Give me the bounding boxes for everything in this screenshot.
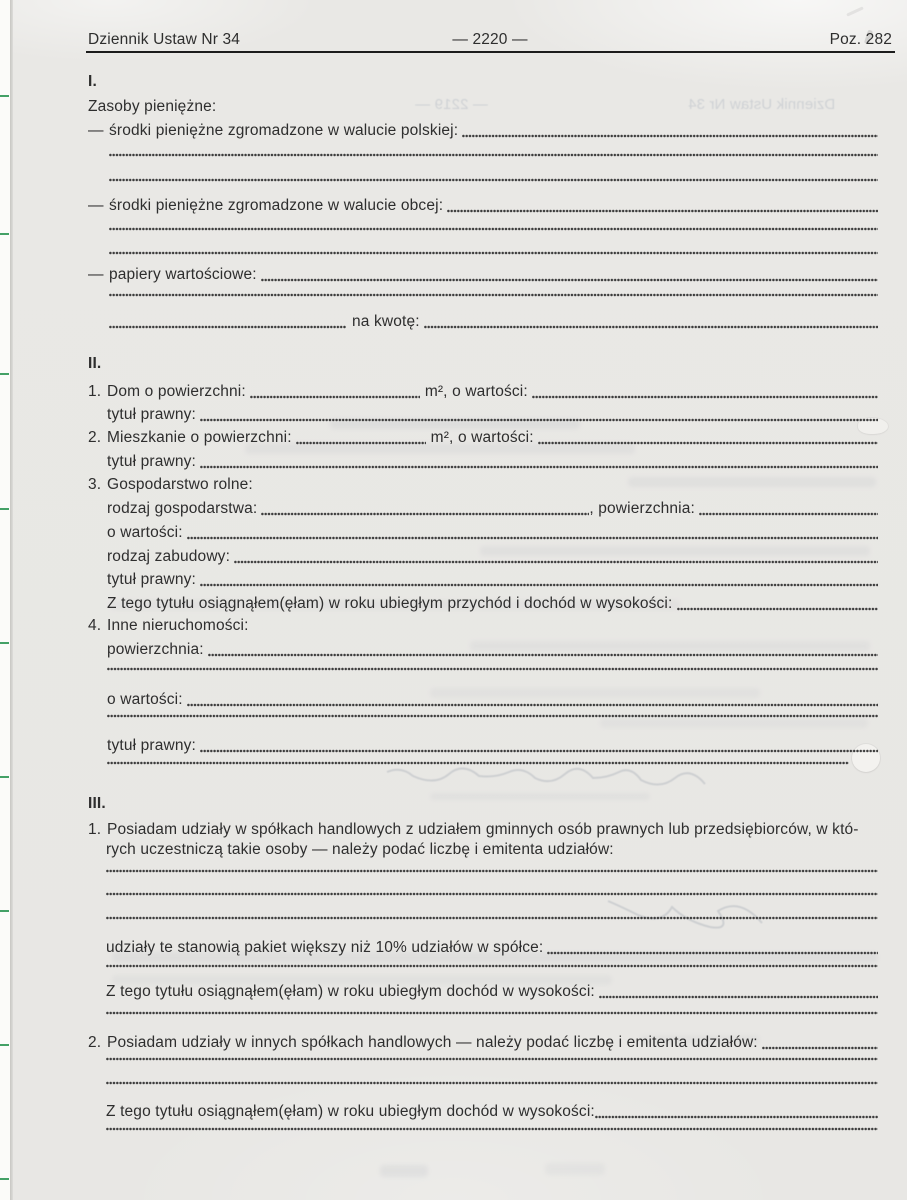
dotted-fill	[250, 395, 420, 399]
item-number: 1.	[88, 383, 102, 400]
edge-tick	[0, 776, 9, 778]
dotted-fill	[200, 465, 878, 469]
field-label: tytuł prawny:	[107, 453, 196, 470]
header-rule	[86, 51, 895, 53]
field-label: na kwotę:	[352, 313, 420, 330]
dotted-fill-line	[109, 227, 878, 231]
field-label: Posiadam udziały w innych spółkach handlowych — należy podać liczbę i emitenta udziałów:	[107, 1034, 758, 1051]
field-farm-value	[107, 523, 878, 543]
paragraph-text: Posiadam udziały w spółkach handlowych z udziałem gminnych osób prawnych lub przedsiębiorców, w któ-	[107, 821, 859, 838]
field-apartment-legal-title	[107, 452, 878, 472]
dotted-fill	[234, 560, 878, 564]
section-number: I.	[88, 73, 97, 90]
dotted-fill	[296, 441, 426, 445]
dash-bullet: —	[88, 197, 104, 214]
dotted-fill	[261, 278, 878, 282]
dotted-fill	[547, 951, 878, 955]
dotted-fill-line	[106, 1081, 878, 1085]
dotted-fill-line	[109, 251, 878, 255]
dotted-fill	[208, 653, 878, 657]
bleedthrough-journal-title: Dziennik Ustaw Nr 34	[688, 96, 836, 113]
scanner-edge-strip	[0, 0, 10, 1200]
field-other-legal-title	[107, 736, 878, 756]
field-farm	[88, 475, 878, 495]
edge-tick	[0, 95, 9, 97]
bleedthrough-flourish-squiggle	[600, 893, 770, 933]
field-shares-other-income	[106, 1102, 878, 1122]
section-ii-heading	[88, 354, 878, 374]
item-number: 2.	[88, 1034, 102, 1051]
dotted-fill	[595, 1115, 878, 1119]
dotted-fill-line	[107, 667, 878, 671]
item-number: 1.	[88, 821, 102, 838]
field-securities	[88, 265, 878, 285]
field-farm-buildings	[107, 547, 878, 567]
paragraph-text: rych uczestniczą takie osoby — należy podać liczbę i emitenta udziałów:	[106, 841, 614, 858]
field-label: , powierzchnia:	[589, 500, 695, 517]
edge-tick	[0, 910, 9, 912]
field-label: Z tego tytułu osiągnąłem(ęłam) w roku ubiegłym dochód w wysokości:	[106, 1103, 595, 1120]
dotted-fill-line	[109, 153, 878, 157]
bleedthrough-smudge	[380, 1165, 428, 1177]
field-securities-amount	[109, 312, 878, 332]
field-label: papiery wartościowe:	[109, 266, 257, 283]
field-label: Inne nieruchomości:	[107, 617, 249, 634]
field-shares-threshold	[106, 938, 878, 958]
dotted-fill-line	[106, 869, 878, 873]
field-house	[88, 382, 878, 402]
section-title: Zasoby pieniężne:	[88, 98, 217, 115]
field-label: Dom o powierzchni:	[107, 383, 246, 400]
field-shares-municipal-line2	[106, 840, 878, 860]
dotted-fill	[187, 536, 878, 540]
dotted-fill	[538, 441, 878, 445]
field-label: tytuł prawny:	[107, 571, 196, 588]
bleedthrough-page-number: — 2219 —	[415, 96, 488, 113]
edge-tick	[0, 1178, 9, 1180]
dash-bullet: —	[88, 266, 104, 283]
field-label: m², o wartości:	[424, 383, 528, 400]
dotted-fill	[462, 134, 878, 138]
field-farm-type	[107, 499, 878, 519]
bleedthrough-signature-squiggle	[330, 762, 710, 794]
field-shares-municipal-line1	[88, 820, 878, 840]
field-other-real-estate	[88, 616, 878, 636]
dotted-fill	[200, 583, 878, 587]
page-header	[88, 30, 895, 50]
section-number: III.	[88, 795, 106, 812]
dotted-fill	[187, 703, 878, 707]
field-label: rodzaj gospodarstwa:	[107, 500, 258, 517]
field-label: Gospodarstwo rolne:	[107, 476, 253, 493]
field-shares-other	[88, 1033, 878, 1053]
field-house-legal-title	[107, 405, 878, 425]
field-label: m², o wartości:	[430, 429, 534, 446]
field-farm-income	[107, 594, 878, 614]
dotted-fill-line	[106, 916, 878, 920]
ink-speck	[846, 6, 864, 16]
field-label: o wartości:	[107, 524, 183, 541]
item-number: 4.	[88, 617, 102, 634]
section-number: II.	[88, 355, 102, 372]
dotted-fill-line	[109, 178, 878, 182]
dotted-fill-line	[106, 1127, 878, 1131]
field-label: o wartości:	[107, 691, 183, 708]
journal-title: Dziennik Ustaw Nr 34	[88, 31, 241, 48]
page-number: — 2220 —	[452, 31, 528, 48]
dotted-fill-line	[109, 293, 878, 297]
field-cash-pln	[88, 121, 878, 141]
field-label: Mieszkanie o powierzchni:	[107, 429, 292, 446]
field-shares-income	[106, 982, 878, 1002]
field-cash-foreign	[88, 196, 878, 216]
field-farm-legal-title	[107, 570, 878, 590]
dotted-fill-line	[107, 761, 849, 765]
field-apartment	[88, 428, 878, 448]
dotted-fill	[200, 418, 878, 422]
edge-tick	[0, 508, 9, 510]
dotted-fill-line	[106, 1057, 878, 1061]
dotted-fill-line	[106, 1011, 878, 1015]
bleedthrough-smudge	[545, 1163, 605, 1175]
section-i-title	[88, 97, 878, 117]
field-label: środki pieniężne zgromadzone w walucie obcej:	[109, 197, 444, 214]
paper-edge-shadow	[10, 0, 13, 1200]
field-label: powierzchnia:	[107, 641, 204, 658]
section-i-heading	[88, 72, 878, 92]
dotted-fill	[447, 209, 878, 213]
edge-tick	[0, 233, 9, 235]
edge-tick	[0, 1044, 9, 1046]
dotted-fill-line	[106, 964, 878, 968]
dotted-fill	[109, 325, 346, 329]
dotted-fill-line	[106, 892, 878, 896]
position-number: Poz. 282	[829, 31, 892, 48]
dotted-fill	[699, 512, 878, 516]
edge-tick	[0, 642, 9, 644]
field-other-area	[107, 640, 878, 660]
field-label: tytuł prawny:	[107, 406, 196, 423]
edge-tick	[0, 373, 9, 375]
field-label: środki pieniężne zgromadzone w walucie polskiej:	[109, 122, 459, 139]
dotted-fill	[532, 395, 878, 399]
dotted-fill	[677, 607, 879, 611]
field-label: Z tego tytułu osiągnąłem(ęłam) w roku ubiegłym przychód i dochód w wysokości:	[107, 595, 673, 612]
item-number: 3.	[88, 476, 102, 493]
dotted-fill	[599, 995, 878, 999]
bleedthrough-smudge	[600, 718, 868, 728]
item-number: 2.	[88, 429, 102, 446]
dotted-fill	[424, 325, 878, 329]
field-label: tytuł prawny:	[107, 737, 196, 754]
field-other-value	[107, 690, 878, 710]
dotted-fill	[261, 512, 589, 516]
field-label: Z tego tytułu osiągnąłem(ęłam) w roku ubiegłym dochód w wysokości:	[106, 983, 595, 1000]
dotted-fill	[200, 749, 878, 753]
dotted-fill	[762, 1046, 878, 1050]
section-iii-heading	[88, 794, 878, 814]
field-label: udziały te stanowią pakiet większy niż 10% udziałów w spółce:	[106, 939, 544, 956]
dash-bullet: —	[88, 122, 104, 139]
field-label: rodzaj zabudowy:	[107, 548, 231, 565]
dotted-fill-line	[107, 714, 878, 718]
